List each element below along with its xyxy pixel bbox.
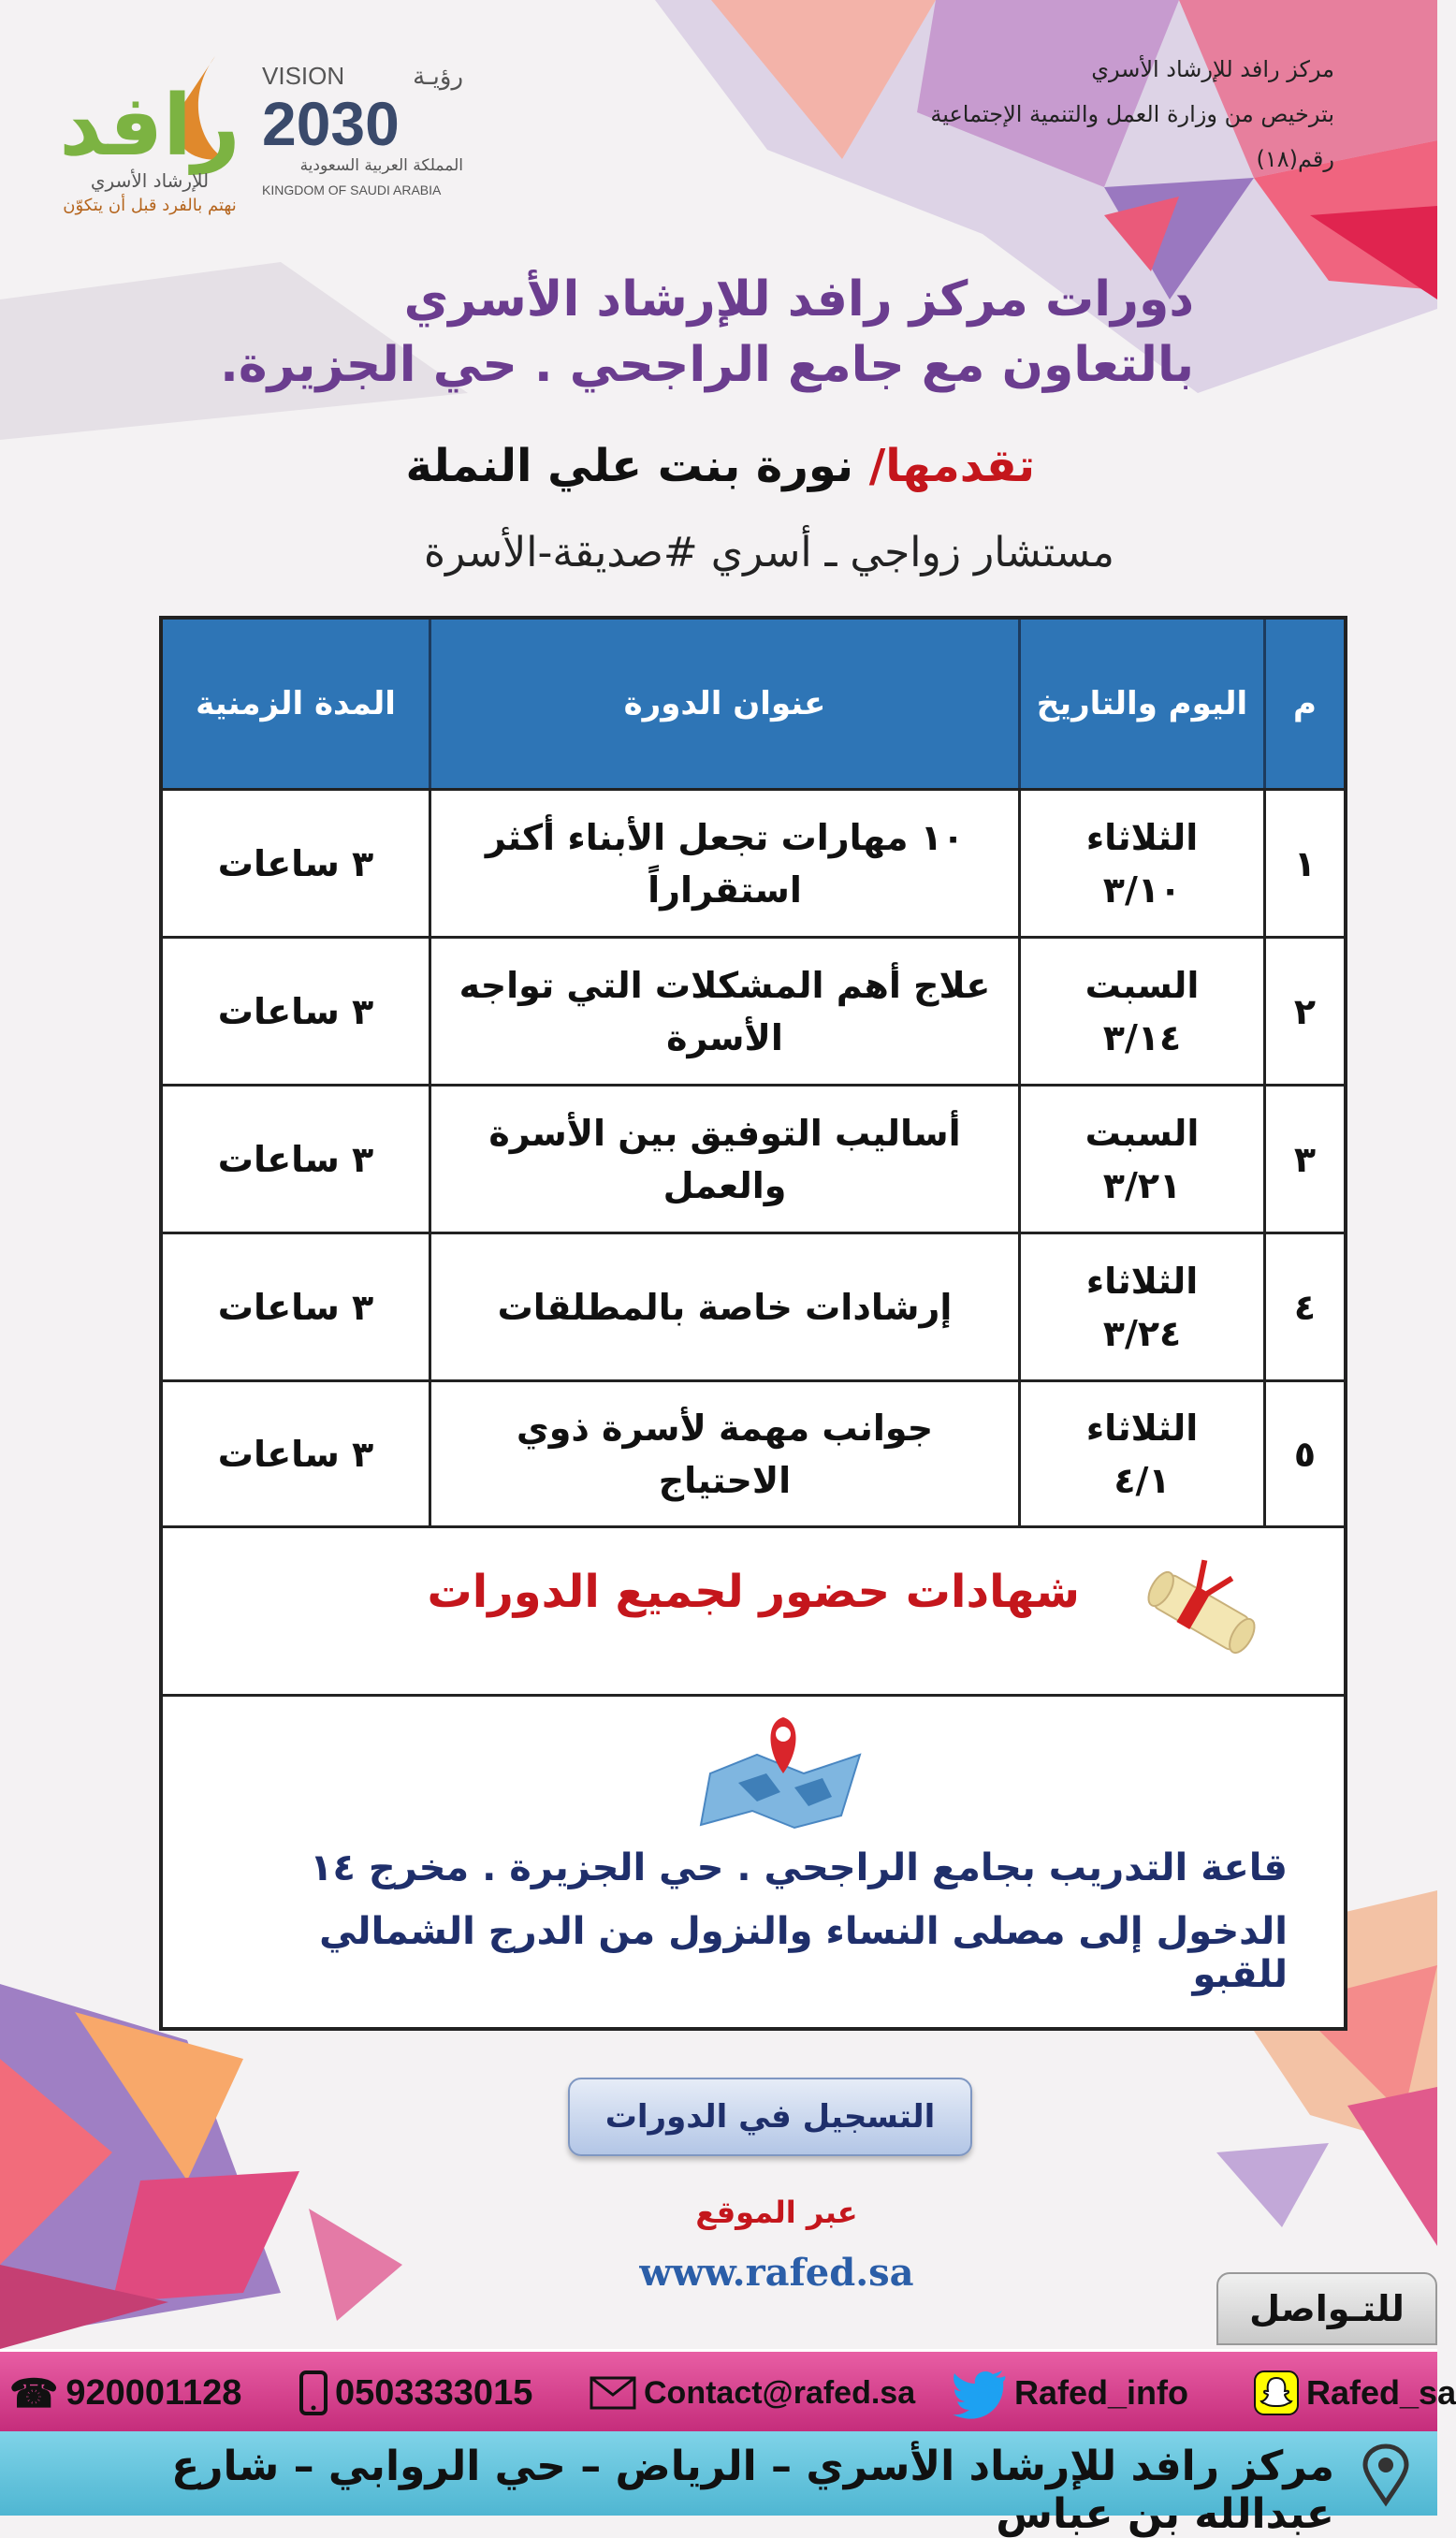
location-row [163, 1694, 1344, 2027]
row-duration: ٣ ساعات [217, 1286, 374, 1328]
register-button[interactable]: التسجيل في الدورات [568, 2078, 972, 2156]
svg-text:للإرشاد الأسري: للإرشاد الأسري [90, 169, 210, 192]
courses-table [159, 616, 1347, 2031]
presenter-name: نورة بنت علي النملة [405, 440, 869, 492]
row-date [1018, 939, 1263, 1084]
row-date [1018, 791, 1263, 936]
address-text: مركز رافد للإرشاد الأسري – الرياض – حي الروابي – شارع عبدالله بن عباس [171, 2443, 1334, 2538]
phone-number: 920001128 [66, 2372, 242, 2413]
center-name: مركز رافد للإرشاد الأسري [1091, 56, 1334, 82]
row-day: الثلاثاء [1085, 1407, 1199, 1449]
row-num: ٤ [1263, 1234, 1344, 1379]
email-item[interactable] [590, 2367, 915, 2419]
svg-text:المملكة العربية السعودية: المملكة العربية السعودية [299, 156, 463, 175]
row-num: ٢ [1263, 939, 1344, 1084]
row-date [1018, 1382, 1263, 1525]
rafed-logo [47, 37, 253, 215]
svg-text:VISION: VISION [262, 62, 345, 90]
license-text: بترخيص من وزارة العمل والتنمية الإجتماعية [930, 101, 1334, 127]
row-date-value: ٣/١٤ [1102, 1016, 1182, 1058]
row-duration: ٣ ساعات [217, 1138, 374, 1180]
row-day: السبت [1085, 1112, 1200, 1154]
header-title: عنوان الدورة [429, 620, 1018, 788]
presenter-label: تقدمها/ [868, 440, 1035, 492]
svg-text:2030: 2030 [262, 89, 400, 158]
snapchat-icon [1254, 2370, 1299, 2415]
svg-text:KINGDOM OF SAUDI ARABIA: KINGDOM OF SAUDI ARABIA [262, 182, 442, 197]
address-bar [0, 2431, 1437, 2538]
map-pin-icon [701, 1708, 869, 1830]
twitter-handle: Rafed_info [1014, 2373, 1189, 2412]
snapchat-item[interactable] [1254, 2367, 1456, 2419]
mobile-phone-icon [299, 2370, 328, 2415]
table-header-row [163, 620, 1344, 788]
row-num: ١ [1263, 791, 1344, 936]
row-day: الثلاثاء [1085, 1260, 1199, 1302]
vision-2030-logo [262, 56, 468, 206]
twitter-icon [954, 2370, 1007, 2415]
title-line-1: دورات مركز رافد للإرشاد الأسري [403, 271, 1194, 328]
location-pin-icon [1362, 2444, 1409, 2504]
certificate-row [163, 1525, 1344, 1694]
row-num: ٣ [1263, 1087, 1344, 1232]
contact-tab: للتـواصل [1216, 2272, 1437, 2345]
mobile-item[interactable] [299, 2367, 532, 2419]
register-via-text: عبر الموقع [695, 2195, 858, 2230]
email-address: Contact@rafed.sa [644, 2374, 916, 2411]
presenter [286, 440, 1035, 492]
row-title: علاج أهم المشكلات التي تواجه الأسرة [429, 939, 1018, 1084]
header-duration: المدة الزمنية [196, 685, 396, 722]
row-date [1018, 1234, 1263, 1379]
snapchat-handle: Rafed_sa [1306, 2373, 1456, 2412]
row-date-value: ٣/٢١ [1102, 1164, 1182, 1206]
location-line-2: الدخول إلى مصلى النساء والنزول من الدرج الشمالي للقبو [319, 1910, 1288, 1996]
certificate-text: شهادات حضور لجميع الدورات [427, 1566, 1080, 1618]
table-row [163, 788, 1344, 936]
row-title: ١٠ مهارات تجعل الأبناء أكثر استقراراً [429, 791, 1018, 936]
row-title: أساليب التوفيق بين الأسرة والعمل [429, 1087, 1018, 1232]
table-row [163, 1232, 1344, 1379]
phone-item[interactable] [9, 2367, 241, 2419]
header-date: اليوم والتاريخ [1018, 620, 1263, 788]
certificate-scroll-icon [1136, 1556, 1267, 1669]
svg-text:رافد: رافد [59, 77, 240, 175]
table-row [163, 1379, 1344, 1525]
phone-icon: ☎ [9, 2370, 59, 2415]
email-icon [590, 2376, 636, 2410]
twitter-item[interactable] [954, 2367, 1188, 2419]
table-row [163, 1084, 1344, 1232]
row-day: الثلاثاء [1085, 816, 1199, 858]
row-day: السبت [1085, 964, 1200, 1006]
title-line-2: بالتعاون مع جامع الراجحي . حي الجزيرة. [220, 337, 1194, 393]
contact-bar [0, 2349, 1456, 2437]
row-date-value: ٣/٢٤ [1102, 1312, 1182, 1354]
row-duration: ٣ ساعات [217, 842, 374, 884]
svg-text:نهتم بالفرد قبل أن يتكوّن: نهتم بالفرد قبل أن يتكوّن [63, 196, 237, 215]
row-title: إرشادات خاصة بالمطلقات [429, 1234, 1018, 1379]
center-info [866, 47, 1334, 182]
table-row [163, 936, 1344, 1084]
svg-text:رؤيـة: رؤيـة [413, 63, 463, 91]
header-num: م [1263, 620, 1344, 788]
row-num: ٥ [1263, 1382, 1344, 1525]
license-number: رقم(١٨) [1256, 146, 1334, 172]
mobile-number: 0503333015 [335, 2372, 533, 2413]
row-date-value: ٣/١٠ [1102, 868, 1182, 911]
row-duration: ٣ ساعات [217, 1433, 374, 1475]
row-date [1018, 1087, 1263, 1232]
row-title: جوانب مهمة لأسرة ذوي الاحتياج [429, 1382, 1018, 1525]
presenter-subtitle: مستشار زواجي ـ أسري #صديقة-الأسرة [423, 529, 1114, 576]
row-duration: ٣ ساعات [217, 990, 374, 1032]
location-line-1: قاعة التدريب بجامع الراجحي . حي الجزيرة . مخرج ١٤ [310, 1846, 1288, 1889]
website-link[interactable]: www.rafed.sa [639, 2251, 914, 2295]
row-date-value: ٤/١ [1114, 1459, 1171, 1501]
